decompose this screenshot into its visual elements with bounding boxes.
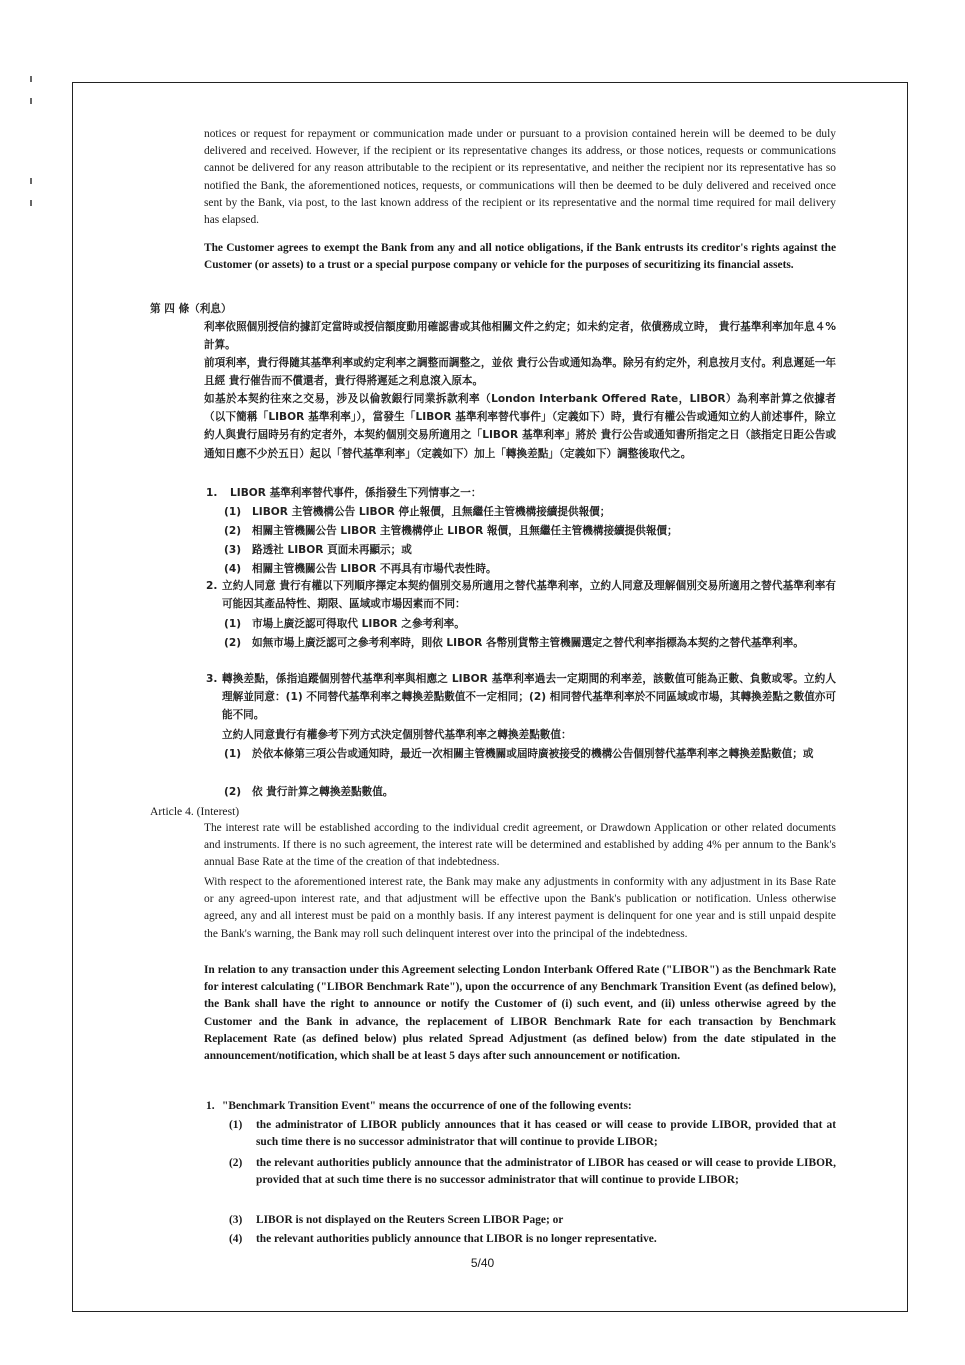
zh-item-2-text: 立約人同意 貴行有權以下列順序擇定本契約個別交易所適用之替代基準利率，立約人同意及理解個別交易所適用之替代基準利率有可能因其產品特性、期限、區域或市場因素而不同： <box>222 580 836 611</box>
zh-paragraph-1: 利率依照個別授信約據訂定當時或授信額度動用確認書或其他相關文件之約定；如未約定者，依債務成立時， 貴行基準利率加年息４%計算。 <box>204 321 836 352</box>
zh-paragraph-2: 前項利率，貴行得隨其基準利率或約定利率之調整而調整之，並依 貴行公告或通知為準。除另有約定外，利息按月支付。利息遲延一年且經 貴行催告而不償還者，貴行得將遲延之利息滾入原本。 <box>204 357 836 388</box>
en-paragraph-3: In relation to any transaction under this Agreement selecting London Interbank Offered Rate ("LIBOR") as the Benchmark Rate for interest calculating ("LIBOR Benchmark Rate"), upon the occurrence of any Benchmark Transition Event (as defined below), the Bank shall have the right to announce or notify the Customer of (i) such event, and (ii) unless otherwise agreed by the Customer and the Bank in advance, the replacement of LIBOR Benchmark Rate for each transaction by Benchmark Replacement Rate (as defined below) plus related Spread Adjustment (as defined below) from the date stipulated in the announcement/notification, which shall be at least 5 days after such announcement or notification. <box>204 964 836 1063</box>
margin-mark <box>30 76 32 82</box>
zh-item-3-2-number: (2) <box>224 786 242 798</box>
margin-mark <box>30 200 32 206</box>
article-4-heading-zh: 第 四 條（利息） <box>150 303 232 315</box>
zh-paragraph-3: 如基於本契約往來之交易，涉及以倫敦銀行同業拆款利率（London Interbank Offered Rate，LIBOR）為利率計算之依據者（以下簡稱「LIBOR 基準利率」），當發生「LIBOR 基準利率替代事件」（定義如下）時，貴行有權公告或通知立約人前述事件，除立約人與貴行屆時另有約定者外，本契約個別交易所適用之「LIBOR 基準利率」將於 貴行公告或通知書所指定之日（該指定日距公告或通知日應不少於五日）起以「替代基準利率」（定義如下）加上「轉換差點」（定義如下）調整後取代之。 <box>204 393 836 460</box>
en-paragraph-2: With respect to the aforementioned interest rate, the Bank may make any adjustments in conformity with any adjustment in its Base Rate or any agreed-upon interest rate, and that adjustment will be effective upon the Bank's publication or notification. Unless otherwise agreed, any and all interest must be paid on a monthly basis. If any interest payment is delinquent for one year and is still unpaid despite the Bank's warning, the Bank may roll such delinquent interest over into the principal of the indebtedness. <box>204 876 836 940</box>
en-item-1-3-number: (3) <box>229 1214 243 1226</box>
page-number: 5/40 <box>470 1256 495 1270</box>
zh-item-1-2-number: (2) <box>224 525 242 537</box>
securitizing-notice-paragraph: The Customer agrees to exempt the Bank from any and all notice obligations, if the Bank entrusts its creditor's rights against the Customer (or assets) to a trust or a special purpose company or vehicle for the purposes of securitizing its financial assets. <box>204 242 836 272</box>
article-4-heading-en: Article 4. (Interest) <box>150 805 240 818</box>
zh-item-3-intro: 立約人同意貴行有權參考下列方式決定個別替代基準利率之轉換差點數值： <box>222 729 572 741</box>
en-item-1-1-number: (1) <box>229 1119 243 1131</box>
zh-item-2-1-number: (1) <box>224 618 242 630</box>
en-item-1-text: "Benchmark Transition Event" means the occurrence of one of the following events: <box>222 1100 632 1112</box>
zh-item-1-4-number: (4) <box>224 563 242 575</box>
zh-item-1-1-text: LIBOR 主管機構公告 LIBOR 停止報價，且無繼任主管機構接續提供報價； <box>252 506 611 518</box>
en-paragraph-1: The interest rate will be established according to the individual credit agreement, or Drawdown Application or other related documents and instruments. If there is no such agreement, the interest rate will be determined and established by adding 4% per annum to the Bank's annual Base Rate at the time of the creation of that indebtedness. <box>204 822 836 869</box>
en-item-1-1-text: the administrator of LIBOR publicly announces that it has ceased or will cease to provide LIBOR, provided that at such time there is no successor administrator that will continue to provide LIBOR; <box>256 1119 836 1149</box>
en-item-1-3-text: LIBOR is not displayed on the Reuters Screen LIBOR Page; or <box>256 1214 564 1226</box>
zh-item-3-1-text: 於依本條第三項公告或通知時，最近一次相關主管機關或屆時廣被接受的機構公告個別替代基準利率之轉換差點數值；或 <box>252 748 814 760</box>
zh-item-2-2-number: (2) <box>224 637 242 649</box>
zh-item-2-1-text: 市場上廣泛認可得取代 LIBOR 之參考利率。 <box>252 618 465 630</box>
zh-item-1-4-text: 相關主管機關公告 LIBOR 不再具有市場代表性時。 <box>252 563 497 575</box>
zh-item-3-2-text: 依 貴行計算之轉換差點數值。 <box>252 786 394 798</box>
en-item-1-4-text: the relevant authorities publicly announce that LIBOR is no longer representative. <box>256 1233 657 1245</box>
zh-item-1-number: 1. <box>206 487 218 499</box>
zh-item-3-1-number: (1) <box>224 748 242 760</box>
zh-item-3-number: 3. <box>206 673 218 685</box>
zh-item-1-2-text: 相關主管機關公告 LIBOR 主管機構停止 LIBOR 報價，且無繼任主管機構接續提供報價； <box>252 525 678 537</box>
zh-item-1-3-number: (3) <box>224 544 242 556</box>
en-item-1-2-text: the relevant authorities publicly announce that the administrator of LIBOR has ceased or will cease to provide LIBOR, provided that at such time there is no successor administrator that will continue to provide LIBOR; <box>256 1157 836 1187</box>
margin-mark <box>30 98 32 104</box>
zh-item-1-3-text: 路透社 LIBOR 頁面未再顯示；或 <box>252 544 412 556</box>
zh-item-2-2-text: 如無市場上廣泛認可之參考利率時，則依 LIBOR 各幣別貨幣主管機關選定之替代利率指標為本契約之替代基準利率。 <box>252 637 804 649</box>
notice-continuation-paragraph: notices or request for repayment or communication made under or pursuant to a provision contained herein will be deemed to be duly delivered and received. However, if the recipient or its representative changes its address, or those notices, requests or communications cannot be delivered for any reason attributable to the recipient or its representative, and neither the recipient nor its representative has so notified the Bank, the aforementioned notices, requests, or communications will then be deemed to be duly delivered and received once sent by the Bank, via post, to the last known address of the recipient or its representative and the normal time required for mail delivery has elapsed. <box>204 128 836 227</box>
en-item-1-number: 1. <box>206 1100 215 1112</box>
zh-item-1-1-number: (1) <box>224 506 242 518</box>
zh-item-2-number: 2. <box>206 580 218 592</box>
zh-item-3-text: 轉換差點，係指追蹤個別替代基準利率與相應之 LIBOR 基準利率過去一定期間的利率差，該數值可能為正數、負數或零。立約人理解並同意：(1) 不同替代基準利率之轉換差點數值不一定相同；(2) 相同替代基準利率於不同區域或市場，其轉換差點之數值亦可能不同。 <box>222 673 836 722</box>
zh-item-1-text: LIBOR 基準利率替代事件，係指發生下列情事之一： <box>230 487 482 499</box>
margin-mark <box>30 178 32 184</box>
en-item-1-4-number: (4) <box>229 1233 243 1245</box>
en-item-1-2-number: (2) <box>229 1157 243 1169</box>
